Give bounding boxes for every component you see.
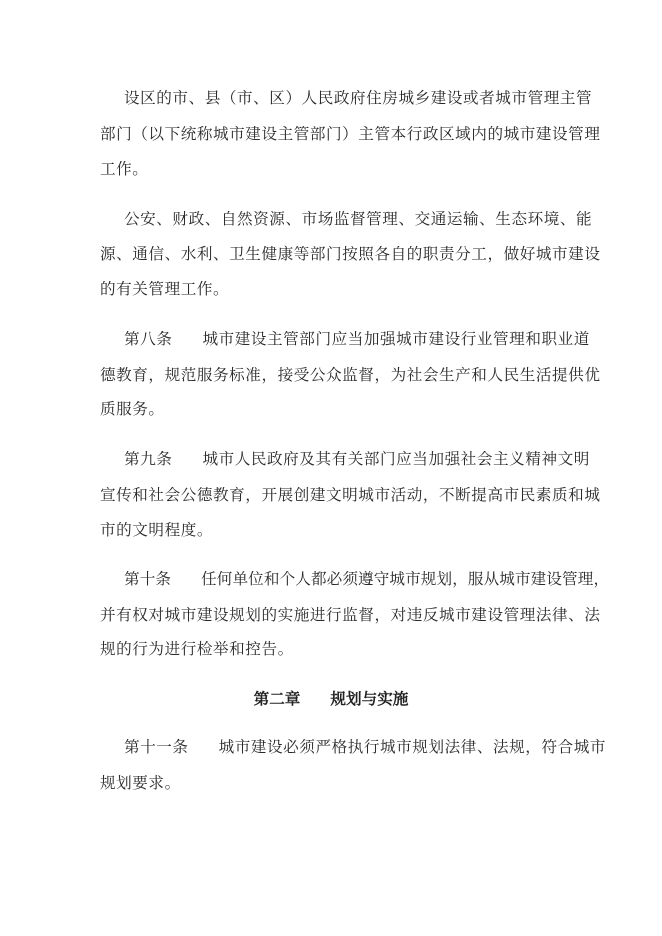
- chapter-number: 第二章: [253, 690, 301, 708]
- text-line: [124, 450, 590, 468]
- text-line: [124, 738, 606, 756]
- text-line: 公安、财政、自然资源、市场监督管理、交通运输、生态环境、能: [124, 210, 593, 228]
- article-text: 城市建设必须严格执行城市规划法律、法规，符合城市: [218, 738, 607, 756]
- text-line: 并有权对城市建设规划的实施进行监督，对违反城市建设管理法律、法: [100, 606, 601, 624]
- text-line: 规的行为进行检举和控告。: [100, 640, 294, 658]
- chapter-heading: [0, 687, 662, 709]
- text-line: 工作。: [100, 160, 149, 178]
- chapter-title: 规划与实施: [330, 690, 409, 708]
- article-number: 第十一条: [124, 738, 189, 756]
- text-line: [124, 330, 590, 348]
- text-line: 宣传和社会公德教育，开展创建文明城市活动，不断提高市民素质和城: [100, 486, 601, 504]
- text-line: 规划要求。: [100, 774, 181, 792]
- text-line: [124, 570, 609, 588]
- text-line: 设区的市、县（市、区）人民政府住房城乡建设或者城市管理主管: [124, 89, 593, 107]
- article-number: 第九条: [124, 450, 173, 468]
- text-line: 的有关管理工作。: [100, 280, 230, 298]
- article-text: 任何单位和个人都必须遵守城市规划，服从城市建设管理，: [201, 570, 610, 588]
- article-number: 第十条: [124, 570, 172, 588]
- text-line: 部门（以下统称城市建设主管部门）主管本行政区域内的城市建设管理: [100, 125, 601, 143]
- text-line: 源、通信、水利、卫生健康等部门按照各自的职责分工，做好城市建设: [100, 245, 601, 263]
- article-text: 城市人民政府及其有关部门应当加强社会主义精神文明: [202, 450, 590, 468]
- text-line: 德教育，规范服务标准，接受公众监督，为社会生产和人民生活提供优: [100, 366, 601, 384]
- text-line: 质服务。: [100, 400, 165, 418]
- article-number: 第八条: [124, 330, 173, 348]
- text-line: 市的文明程度。: [100, 521, 214, 539]
- article-text: 城市建设主管部门应当加强城市建设行业管理和职业道: [202, 330, 590, 348]
